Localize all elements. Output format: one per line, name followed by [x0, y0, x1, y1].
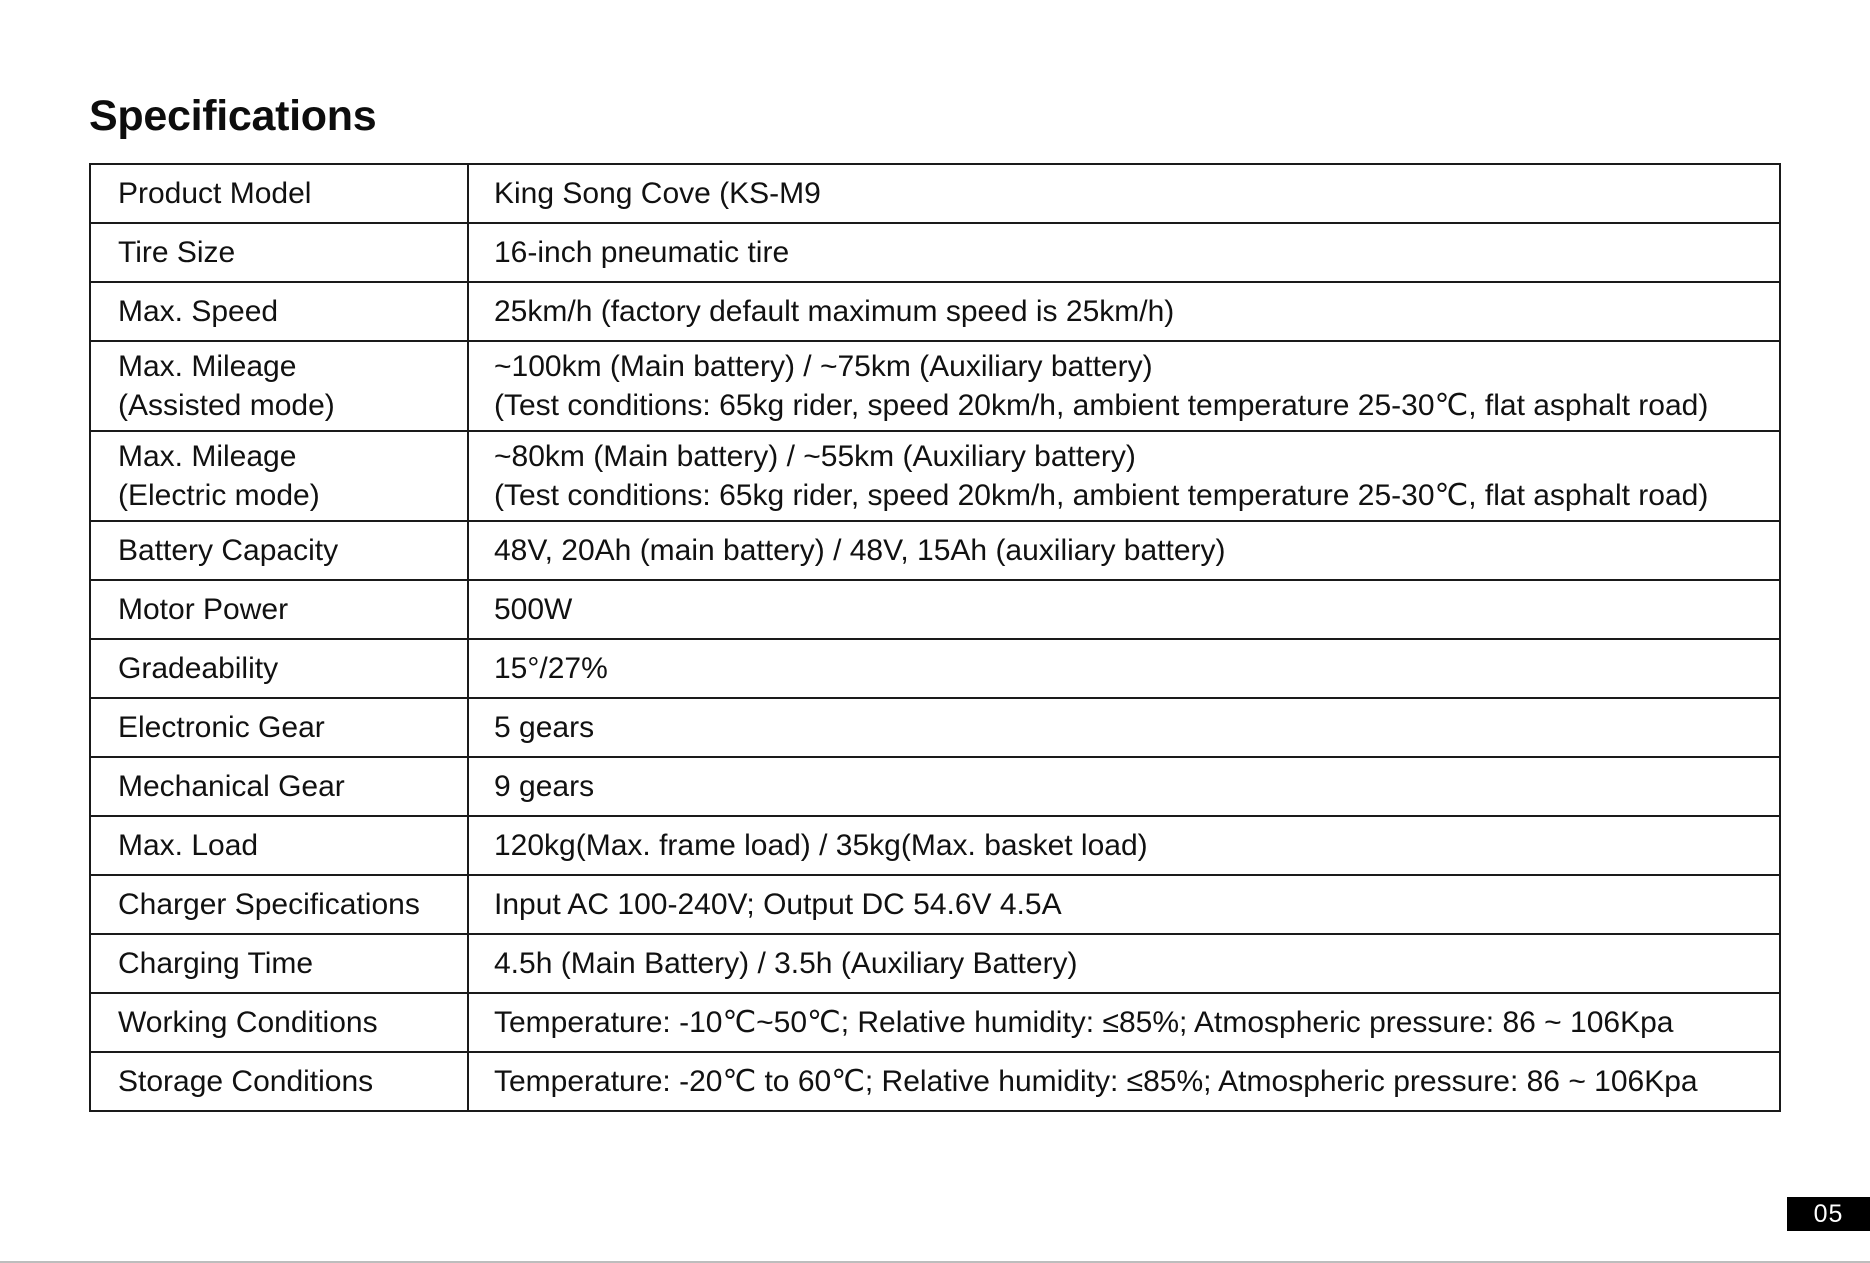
spec-row	[90, 698, 1780, 757]
spec-label	[90, 993, 468, 1052]
spec-label-line: Storage Conditions	[118, 1065, 374, 1098]
spec-label	[90, 698, 468, 757]
spec-value	[468, 698, 1780, 757]
spec-row	[90, 757, 1780, 816]
spec-value-line: ~80km (Main battery) / ~55km (Auxiliary battery)	[494, 440, 1136, 473]
spec-row	[90, 816, 1780, 875]
spec-label	[90, 521, 468, 580]
spec-value-line: 4.5h (Main Battery) / 3.5h (Auxiliary Battery)	[494, 947, 1078, 980]
spec-value-line: 9 gears	[494, 770, 595, 803]
spec-value	[468, 757, 1780, 816]
spec-label-line: (Assisted mode)	[118, 389, 335, 422]
spec-value	[468, 164, 1780, 223]
spec-label	[90, 580, 468, 639]
spec-label-line: Battery Capacity	[118, 534, 339, 567]
spec-value	[468, 875, 1780, 934]
spec-label-line: Motor Power	[118, 593, 289, 626]
spec-label	[90, 639, 468, 698]
spec-row	[90, 521, 1780, 580]
spec-label	[90, 875, 468, 934]
spec-value-line: 15°/27%	[494, 652, 608, 685]
spec-label-line: Max. Mileage	[118, 440, 297, 473]
spec-label	[90, 816, 468, 875]
spec-value-line: 500W	[494, 593, 573, 626]
spec-row	[90, 223, 1780, 282]
spec-value-line: (Test conditions: 65kg rider, speed 20km/h, ambient temperature 25-30℃, flat asphalt road)	[494, 479, 1709, 512]
spec-label	[90, 757, 468, 816]
spec-label-line: Product Model	[118, 177, 312, 210]
spec-row	[90, 639, 1780, 698]
spec-label-line: (Electric mode)	[118, 479, 320, 512]
spec-value	[468, 521, 1780, 580]
specifications-table-body	[90, 164, 1780, 1111]
spec-value	[468, 580, 1780, 639]
page-title: Specifications	[89, 92, 377, 140]
spec-value-line: 120kg(Max. frame load) / 35kg(Max. basket load)	[494, 829, 1148, 862]
spec-label-line: Max. Load	[118, 829, 259, 862]
spec-row	[90, 1052, 1780, 1111]
spec-value-line: ~100km (Main battery) / ~75km (Auxiliary battery)	[494, 350, 1153, 383]
spec-value	[468, 223, 1780, 282]
spec-value	[468, 282, 1780, 341]
spec-value	[468, 431, 1780, 521]
spec-row	[90, 875, 1780, 934]
spec-label-line: Working Conditions	[118, 1006, 378, 1039]
spec-label-line: Max. Speed	[118, 295, 279, 328]
spec-row	[90, 164, 1780, 223]
spec-label-line: Max. Mileage	[118, 350, 297, 383]
spec-label-line: Electronic Gear	[118, 711, 325, 744]
spec-label	[90, 934, 468, 993]
spec-row	[90, 431, 1780, 521]
spec-label-line: Tire Size	[118, 236, 236, 269]
page-number: 05	[1787, 1197, 1870, 1231]
spec-label	[90, 282, 468, 341]
spec-value	[468, 1052, 1780, 1111]
spec-value-line: (Test conditions: 65kg rider, speed 20km/h, ambient temperature 25-30℃, flat asphalt road)	[494, 389, 1709, 422]
spec-label-line: Mechanical Gear	[118, 770, 345, 803]
spec-value-line: 5 gears	[494, 711, 595, 744]
spec-value-line: Input AC 100-240V; Output DC 54.6V 4.5A	[494, 888, 1062, 921]
spec-value	[468, 816, 1780, 875]
spec-value	[468, 639, 1780, 698]
spec-label	[90, 1052, 468, 1111]
spec-label-line: Gradeability	[118, 652, 279, 685]
spec-value	[468, 341, 1780, 431]
spec-value-line: 48V, 20Ah (main battery) / 48V, 15Ah (auxiliary battery)	[494, 534, 1226, 567]
spec-row	[90, 282, 1780, 341]
spec-label	[90, 341, 468, 431]
spec-value-line: Temperature: -10℃~50℃; Relative humidity: ≤85%; Atmospheric pressure: 86 ~ 106Kpa	[494, 1006, 1674, 1039]
specifications-table	[89, 163, 1781, 1112]
spec-label-line: Charger Specifications	[118, 888, 420, 921]
spec-row	[90, 934, 1780, 993]
spec-label	[90, 431, 468, 521]
spec-label	[90, 164, 468, 223]
spec-label-line: Charging Time	[118, 947, 314, 980]
spec-value	[468, 993, 1780, 1052]
spec-row	[90, 341, 1780, 431]
spec-value-line: 16-inch pneumatic tire	[494, 236, 790, 269]
spec-row	[90, 993, 1780, 1052]
spec-label	[90, 223, 468, 282]
spec-row	[90, 580, 1780, 639]
spec-value	[468, 934, 1780, 993]
spec-value-line: King Song Cove (KS-M9	[494, 177, 821, 210]
spec-value-line: Temperature: -20℃ to 60℃; Relative humidity: ≤85%; Atmospheric pressure: 86 ~ 106Kpa	[494, 1065, 1698, 1098]
spec-value-line: 25km/h (factory default maximum speed is 25km/h)	[494, 295, 1175, 328]
